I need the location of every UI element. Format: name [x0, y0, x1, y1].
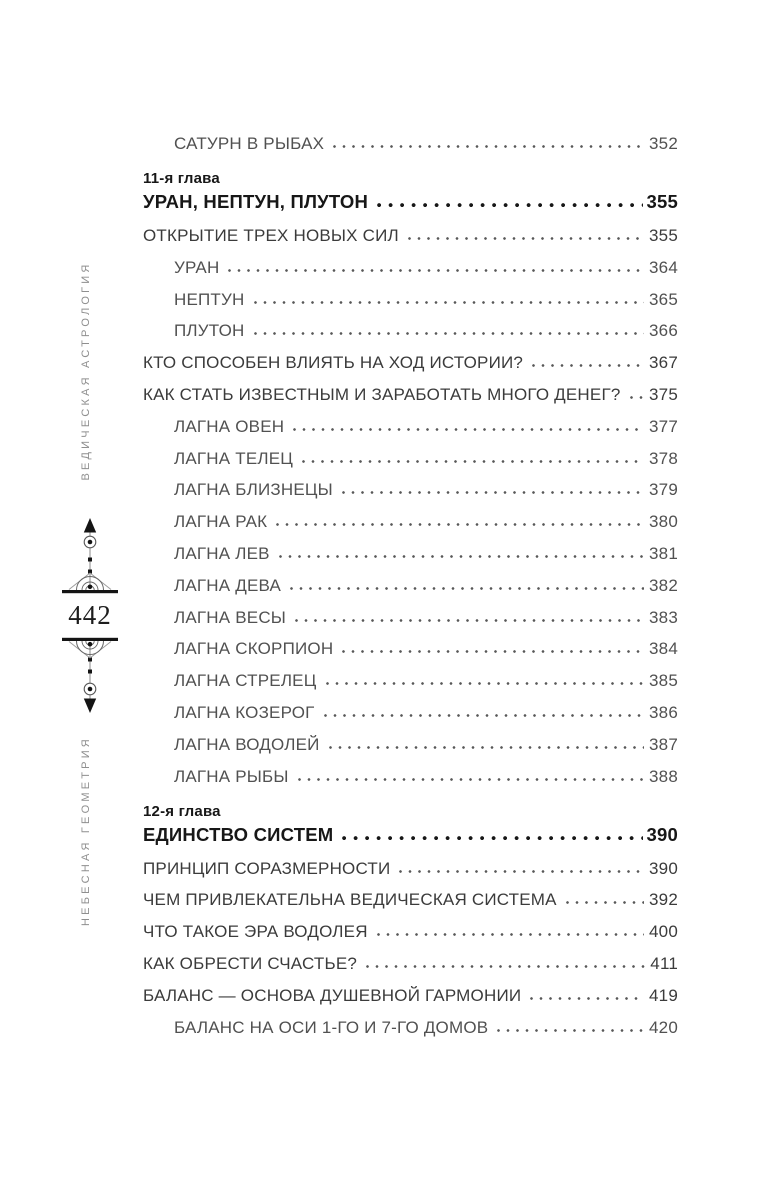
dot-leader [408, 237, 644, 242]
toc-entry-page-number: 380 [649, 512, 678, 532]
toc-entry [143, 478, 678, 500]
toc-entry [143, 447, 678, 469]
toc-entry-label: УРАН [174, 257, 220, 277]
toc-entry [143, 319, 678, 341]
chapter-kicker: 12-я глава [143, 802, 221, 820]
toc-entry-label: ЧТО ТАКОЕ ЭРА ВОДОЛЕЯ [143, 922, 368, 942]
toc-entry-label: ОТКРЫТИЕ ТРЕХ НОВЫХ СИЛ [143, 226, 399, 245]
toc-entry-label: БАЛАНС — ОСНОВА ДУШЕВНОЙ ГАРМОНИИ [143, 985, 522, 1005]
toc-entry-page-number: 381 [649, 543, 678, 563]
toc-entry [143, 952, 678, 974]
toc-entry-page-number: 383 [649, 607, 678, 627]
toc-entry [143, 984, 678, 1006]
toc-entry-page-number: 355 [649, 226, 678, 245]
toc-entry-page-number: 355 [646, 191, 678, 212]
toc-entry [143, 351, 678, 373]
toc-entry-page-number: 375 [649, 384, 678, 404]
toc-entry-label: ЛАГНА ЛЕВ [174, 543, 270, 563]
toc-entry-label: ЛАГНА СКОРПИОН [174, 639, 334, 659]
toc-entry [143, 669, 678, 691]
toc-entry [143, 606, 678, 628]
dot-leader [326, 682, 645, 687]
table-of-contents [143, 132, 678, 1047]
toc-entry-label: ПРИНЦИП СОРАЗМЕРНОСТИ [143, 858, 391, 878]
dot-leader [276, 523, 644, 528]
toc-entry-page-number: 364 [649, 257, 678, 277]
toc-entry [143, 189, 678, 213]
arrow-up-ornament-icon [62, 517, 118, 594]
toc-entry-page-number: 352 [649, 134, 678, 153]
dot-leader [377, 203, 642, 209]
dot-leader [399, 870, 644, 875]
page-number-ornament [62, 517, 118, 714]
dot-leader [342, 491, 644, 496]
dot-leader [302, 460, 644, 465]
toc-entry-page-number: 420 [649, 1017, 678, 1037]
toc-entry-label: ЛАГНА ВЕСЫ [174, 607, 287, 627]
dot-leader [295, 619, 644, 624]
dot-leader [254, 301, 645, 306]
toc-entry-label: ЛАГНА РАК [174, 512, 268, 532]
toc-entry [143, 733, 678, 755]
toc-entry-label: ЛАГНА ВОДОЛЕЙ [174, 734, 320, 754]
toc-entry-page-number: 366 [649, 321, 678, 341]
toc-entry-label: ПЛУТОН [174, 321, 245, 341]
toc-entry-label: КАК СТАТЬ ИЗВЕСТНЫМ И ЗАРАБОТАТЬ МНОГО ДЕНЕГ? [143, 384, 621, 404]
toc-entry-label: УРАН, НЕПТУН, ПЛУТОН [143, 191, 369, 212]
spine-series-title: ВЕДИЧЕСКАЯ АСТРОЛОГИЯ [80, 261, 92, 481]
dot-leader [290, 587, 644, 592]
toc-entry-page-number: 382 [649, 575, 678, 595]
toc-entry-label: ЛАГНА ДЕВА [174, 575, 282, 595]
dot-leader [254, 332, 645, 337]
toc-entry-label: ЛАГНА ТЕЛЕЦ [174, 448, 294, 468]
toc-entry-page-number: 390 [649, 858, 678, 878]
dot-leader [530, 997, 644, 1002]
toc-entry-page-number: 365 [649, 289, 678, 309]
toc-entry [143, 415, 678, 437]
toc-entry-page-number: 387 [649, 734, 678, 754]
dot-leader [228, 269, 644, 274]
toc-entry [143, 132, 678, 154]
dot-leader [630, 396, 645, 401]
dot-leader [532, 364, 644, 369]
toc-entry-page-number: 411 [650, 953, 678, 973]
page-number: 442 [68, 600, 112, 630]
toc-entry [143, 857, 678, 879]
dot-leader [566, 901, 644, 906]
dot-leader [377, 933, 644, 938]
toc-entry-label: ЛАГНА СТРЕЛЕЦ [174, 671, 317, 691]
dot-leader [279, 555, 644, 560]
toc-entry [143, 888, 678, 910]
toc-entry-page-number: 378 [649, 448, 678, 468]
toc-entry [143, 542, 678, 564]
toc-entry-page-number: 384 [649, 639, 678, 659]
toc-entry-page-number: 386 [649, 702, 678, 722]
toc-entry [143, 765, 678, 787]
toc-entry [143, 1016, 678, 1038]
toc-entry-page-number: 385 [649, 671, 678, 691]
toc-entry-label: КТО СПОСОБЕН ВЛИЯТЬ НА ХОД ИСТОРИИ? [143, 353, 524, 373]
toc-entry-label: ЛАГНА БЛИЗНЕЦЫ [174, 480, 333, 500]
toc-entry-label: ЛАГНА ОВЕН [174, 416, 285, 436]
toc-entry-label: ЧЕМ ПРИВЛЕКАТЕЛЬНА ВЕДИЧЕСКАЯ СИСТЕМА [143, 890, 557, 910]
dot-leader [329, 746, 645, 751]
chapter-kicker: 11-я глава [143, 170, 220, 187]
chapter-heading [143, 169, 678, 213]
dot-leader [324, 714, 644, 719]
toc-entry-label: КАК ОБРЕСТИ СЧАСТЬЕ? [143, 953, 358, 973]
toc-entry-label: ЛАГНА КОЗЕРОГ [174, 702, 315, 722]
arrow-down-ornament-icon [62, 637, 118, 714]
toc-entry [143, 920, 678, 942]
toc-entry [143, 574, 678, 596]
toc-entry [143, 637, 678, 659]
toc-entry-page-number: 419 [649, 985, 678, 1005]
dot-leader [298, 778, 644, 783]
toc-entry [143, 510, 678, 532]
toc-entry-page-number: 367 [649, 353, 678, 373]
toc-entry [143, 701, 678, 723]
toc-entry [143, 383, 678, 405]
dot-leader [293, 428, 644, 433]
dot-leader [342, 836, 642, 842]
toc-entry [143, 288, 678, 310]
dot-leader [342, 650, 644, 655]
toc-entry-label: ЕДИНСТВО СИСТЕМ [143, 823, 334, 845]
chapter-heading [143, 802, 678, 846]
toc-entry [143, 822, 678, 846]
dot-leader [366, 965, 645, 970]
spine-book-title: НЕБЕСНАЯ ГЕОМЕТРИЯ [80, 736, 92, 926]
toc-entry-page-number: 392 [649, 890, 678, 910]
toc-entry-page-number: 377 [649, 416, 678, 436]
toc-entry [143, 224, 678, 246]
toc-entry-label: САТУРН В РЫБАХ [174, 134, 325, 153]
dot-leader [333, 145, 644, 150]
toc-entry-page-number: 388 [649, 766, 678, 786]
toc-entry [143, 256, 678, 278]
dot-leader [497, 1029, 644, 1034]
toc-entry-label: ЛАГНА РЫБЫ [174, 766, 289, 786]
toc-entry-label: БАЛАНС НА ОСИ 1-ГО И 7-ГО ДОМОВ [174, 1017, 489, 1037]
toc-entry-label: НЕПТУН [174, 289, 245, 309]
toc-entry-page-number: 400 [649, 922, 678, 942]
toc-entry-page-number: 390 [646, 823, 678, 845]
toc-entry-page-number: 379 [649, 480, 678, 500]
